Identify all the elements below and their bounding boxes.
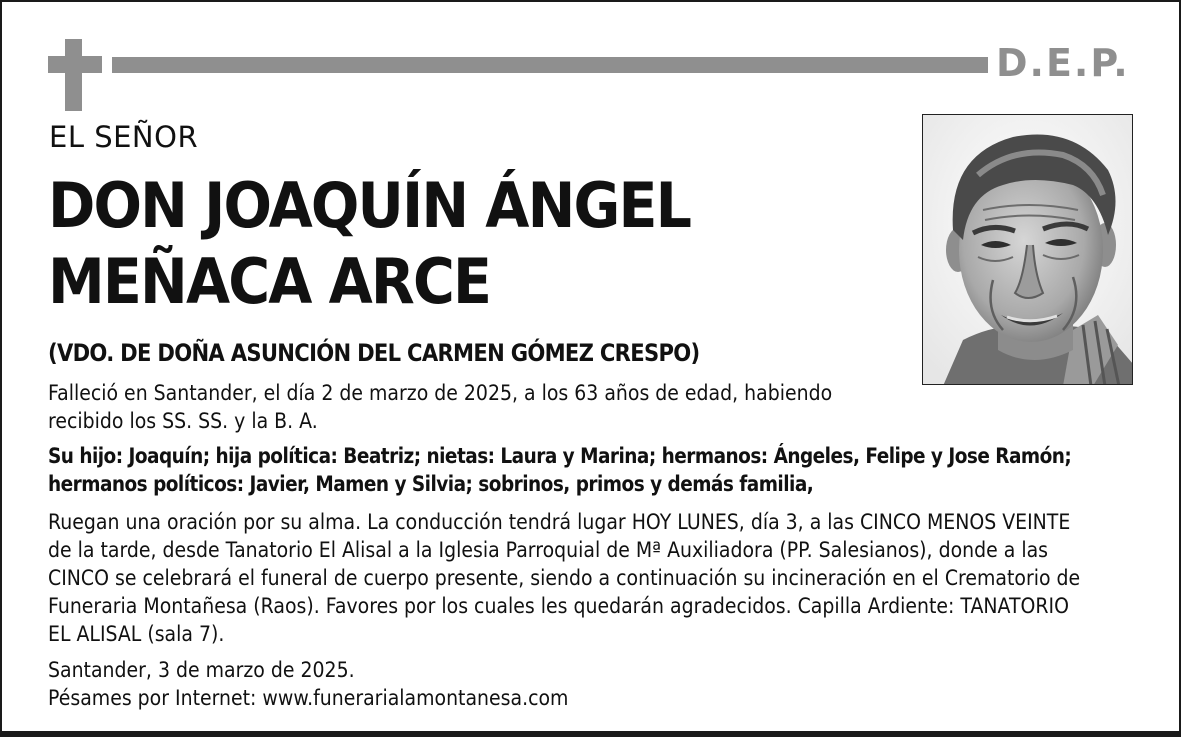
place-date: Santander, 3 de marzo de 2025.	[48, 658, 355, 682]
dep-label: D.E.P.	[996, 41, 1130, 85]
death-paragraph	[48, 379, 840, 435]
portrait-illustration	[923, 115, 1133, 385]
service-line-5: EL ALISAL (sala 7).	[48, 622, 225, 646]
service-line-1: Ruegan una oración por su alma. La conducción tendrá lugar HOY LUNES, día 3, a las CINCO MENOS VEINTE	[48, 510, 1071, 534]
service-paragraph	[48, 508, 1115, 648]
portrait-photo	[922, 114, 1133, 385]
cross-icon	[48, 39, 102, 111]
name-line-2: MEÑACA ARCE	[48, 245, 491, 318]
service-line-4: Funeraria Montañesa (Raos). Favores por los cuales les quedarán agradecidos. Capilla Ardiente: TANATORIO	[48, 594, 1069, 618]
death-line-1: Falleció en Santander, el día 2 de marzo de 2025, a los 63 años de edad, habiendo	[48, 381, 833, 405]
honorific: EL SEÑOR	[49, 120, 199, 154]
widow-of: (VDO. DE DOÑA ASUNCIÓN DEL CARMEN GÓMEZ CRESPO)	[48, 339, 700, 367]
family-paragraph	[48, 442, 1104, 498]
service-line-2: de la tarde, desde Tanatorio El Alisal a la Iglesia Parroquial de Mª Auxiliadora (PP. Salesianos), donde a las	[48, 538, 1049, 562]
name-line-1: DON JOAQUÍN ÁNGEL	[48, 169, 691, 242]
deceased-name	[48, 168, 802, 320]
header-rule	[112, 57, 988, 73]
family-line-2: hermanos políticos: Javier, Mamen y Silvia; sobrinos, primos y demás familia,	[48, 472, 814, 496]
condolences-link[interactable]: Pésames por Internet: www.funerarialamontanesa.com	[48, 686, 569, 710]
death-line-2: recibido los SS. SS. y la B. A.	[48, 409, 318, 433]
service-line-3: CINCO se celebrará el funeral de cuerpo presente, siendo a continuación su incineración en el Crematorio de	[48, 566, 1081, 590]
family-line-1: Su hijo: Joaquín; hija política: Beatriz; nietas: Laura y Marina; hermanos: Ángeles, Felipe y Jose Ramón;	[48, 444, 1072, 468]
